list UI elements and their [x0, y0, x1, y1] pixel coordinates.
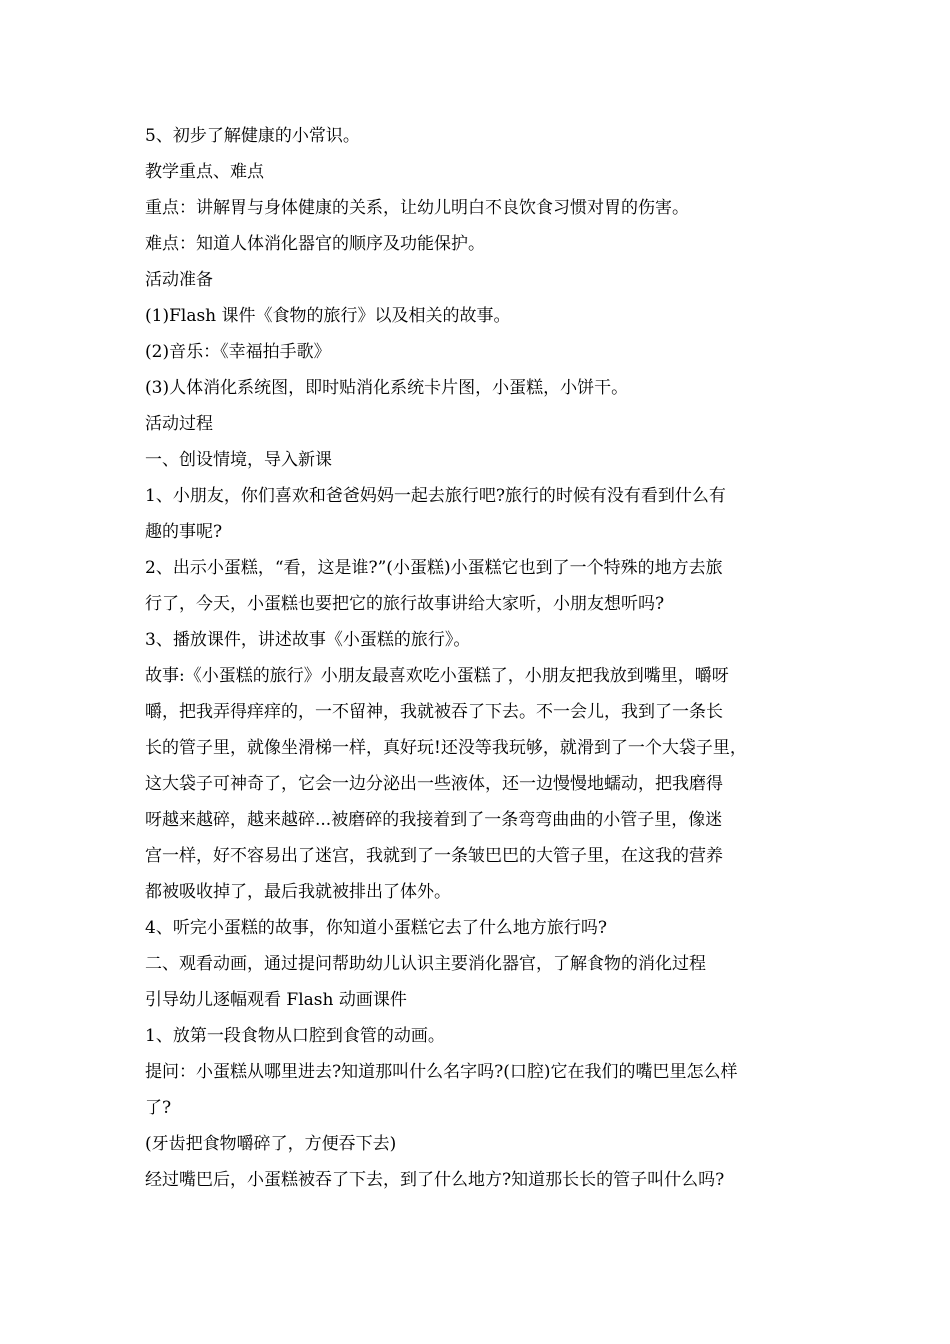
- text-line: 难点：知道人体消化器官的顺序及功能保护。: [145, 234, 485, 254]
- text-line: (2)音乐：《幸福拍手歌》: [145, 342, 331, 362]
- section-heading: 活动准备: [145, 270, 213, 290]
- text-line: 了?: [145, 1098, 172, 1118]
- story-line: 都被吸收掉了，最后我就被排出了体外。: [145, 882, 451, 902]
- document-page: [145, 118, 825, 1198]
- story-line: 长的管子里，就像坐滑梯一样，真好玩!还没等我玩够，就滑到了一个大袋子里，: [145, 738, 747, 758]
- text-line: 1、放第一段食物从口腔到食管的动画。: [145, 1026, 445, 1046]
- text-line: 趣的事呢?: [145, 522, 223, 542]
- text-line: 行了，今天，小蛋糕也要把它的旅行故事讲给大家听，小朋友想听吗?: [145, 594, 665, 614]
- text-line: (1)Flash 课件《食物的旅行》以及相关的故事。: [145, 306, 511, 326]
- section-heading: 活动过程: [145, 414, 213, 434]
- section-heading: 二、观看动画，通过提问帮助幼儿认识主要消化器官，了解食物的消化过程: [145, 954, 706, 974]
- text-line: 1、小朋友，你们喜欢和爸爸妈妈一起去旅行吧?旅行的时候有没有看到什么有: [145, 486, 726, 506]
- text-line: 提问：小蛋糕从哪里进去?知道那叫什么名字吗?(口腔)它在我们的嘴巴里怎么样: [145, 1062, 738, 1082]
- text-line: 经过嘴巴后，小蛋糕被吞了下去，到了什么地方?知道那长长的管子叫什么吗?: [145, 1170, 725, 1190]
- story-line: 宫一样，好不容易出了迷宫，我就到了一条皱巴巴的大管子里，在这我的营养: [145, 846, 723, 866]
- text-line: 重点：讲解胃与身体健康的关系，让幼儿明白不良饮食习惯对胃的伤害。: [145, 198, 689, 218]
- text-line: 4、听完小蛋糕的故事，你知道小蛋糕它去了什么地方旅行吗?: [145, 918, 607, 938]
- story-line: 嚼，把我弄得痒痒的，一不留神，我就被吞了下去。不一会儿，我到了一条长: [145, 702, 723, 722]
- text-line: 引导幼儿逐幅观看 Flash 动画课件: [145, 990, 407, 1010]
- text-line: 5、初步了解健康的小常识。: [145, 126, 360, 146]
- section-heading: 教学重点、难点: [145, 162, 264, 182]
- text-line: 2、出示小蛋糕，“看，这是谁?”(小蛋糕)小蛋糕它也到了一个特殊的地方去旅: [145, 558, 723, 578]
- text-line: (3)人体消化系统图，即时贴消化系统卡片图，小蛋糕，小饼干。: [145, 378, 629, 398]
- story-line: 这大袋子可神奇了，它会一边分泌出一些液体，还一边慢慢地蠕动，把我磨得: [145, 774, 723, 794]
- text-line: (牙齿把食物嚼碎了，方便吞下去): [145, 1134, 397, 1154]
- text-line: 3、播放课件，讲述故事《小蛋糕的旅行》。: [145, 630, 471, 650]
- section-heading: 一、创设情境，导入新课: [145, 450, 332, 470]
- story-line: 故事:《小蛋糕的旅行》小朋友最喜欢吃小蛋糕了，小朋友把我放到嘴里，嚼呀: [145, 666, 729, 686]
- story-line: 呀越来越碎，越来越碎...被磨碎的我接着到了一条弯弯曲曲的小管子里，像迷: [145, 810, 723, 830]
